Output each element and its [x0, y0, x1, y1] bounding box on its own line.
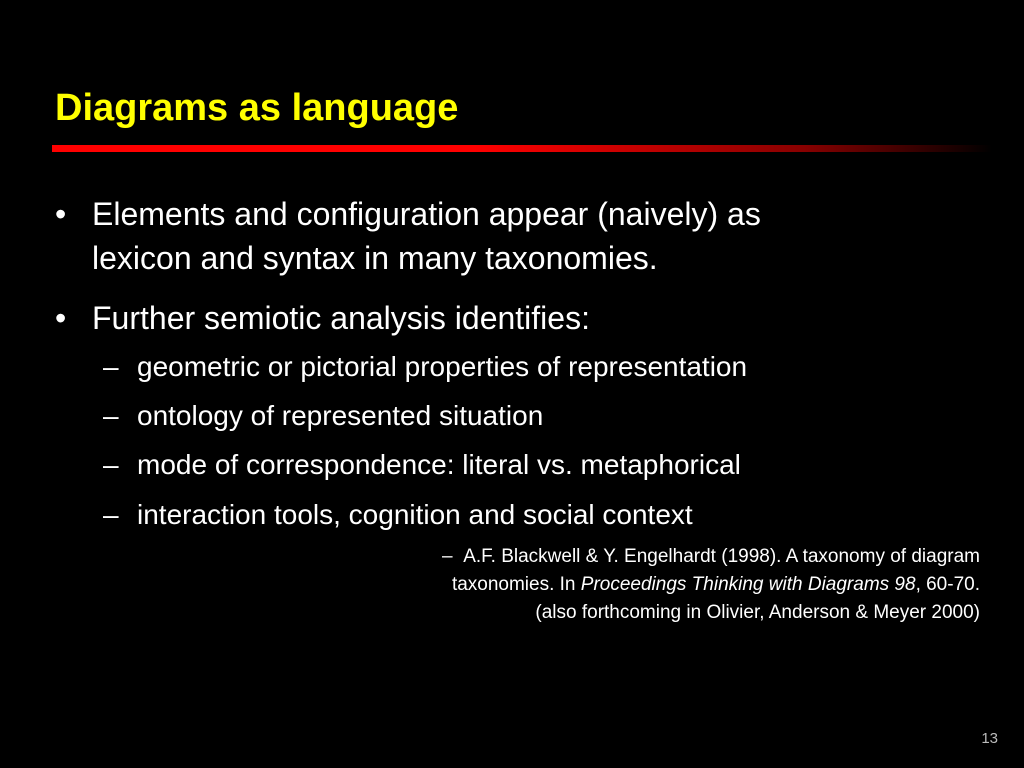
citation-marker: – [442, 546, 453, 567]
sub-bullet-text: ontology of represented situation [137, 400, 544, 431]
citation-line-3: (also forthcoming in Olivier, Anderson & Meyer 2000) [535, 602, 980, 623]
bullet-text-line: lexicon and syntax in many taxonomies. [92, 240, 658, 276]
citation-pages: , 60-70. [915, 574, 980, 595]
sub-bullet-marker: – [103, 499, 119, 530]
bullet-marker: • [55, 196, 67, 232]
citation-line-1 [280, 543, 980, 571]
page-number: 13 [981, 730, 998, 747]
sub-bullet-text: geometric or pictorial properties of representation [137, 351, 748, 382]
bullet-item-1 [55, 192, 955, 280]
bullet-text-line: Elements and configuration appear (naively) as [92, 196, 761, 232]
citation-authors: A.F. Blackwell & Y. Engelhardt (1998). A taxonomy of diagram [463, 546, 980, 567]
citation-proceedings-title: Proceedings Thinking with Diagrams 98 [580, 574, 916, 595]
sub-bullet-item-4 [103, 496, 943, 534]
bullet-item-2 [55, 296, 955, 340]
sub-bullet-text: interaction tools, cognition and social context [137, 499, 693, 530]
citation-line2-prefix: taxonomies. In [451, 574, 581, 595]
sub-bullet-item-2 [103, 397, 943, 435]
sub-bullet-item-1 [103, 348, 943, 386]
bullet-marker: • [55, 300, 67, 336]
slide-title: Diagrams as language [55, 87, 459, 129]
citation-reference [280, 543, 980, 627]
bullet-text-line: Further semiotic analysis identifies: [92, 300, 590, 336]
sub-bullet-item-3 [103, 446, 943, 484]
sub-bullet-marker: – [103, 400, 119, 431]
sub-bullet-marker: – [103, 351, 119, 382]
citation-line-2 [280, 571, 980, 599]
sub-bullet-text: mode of correspondence: literal vs. metaphorical [137, 449, 741, 480]
sub-bullet-marker: – [103, 449, 119, 480]
